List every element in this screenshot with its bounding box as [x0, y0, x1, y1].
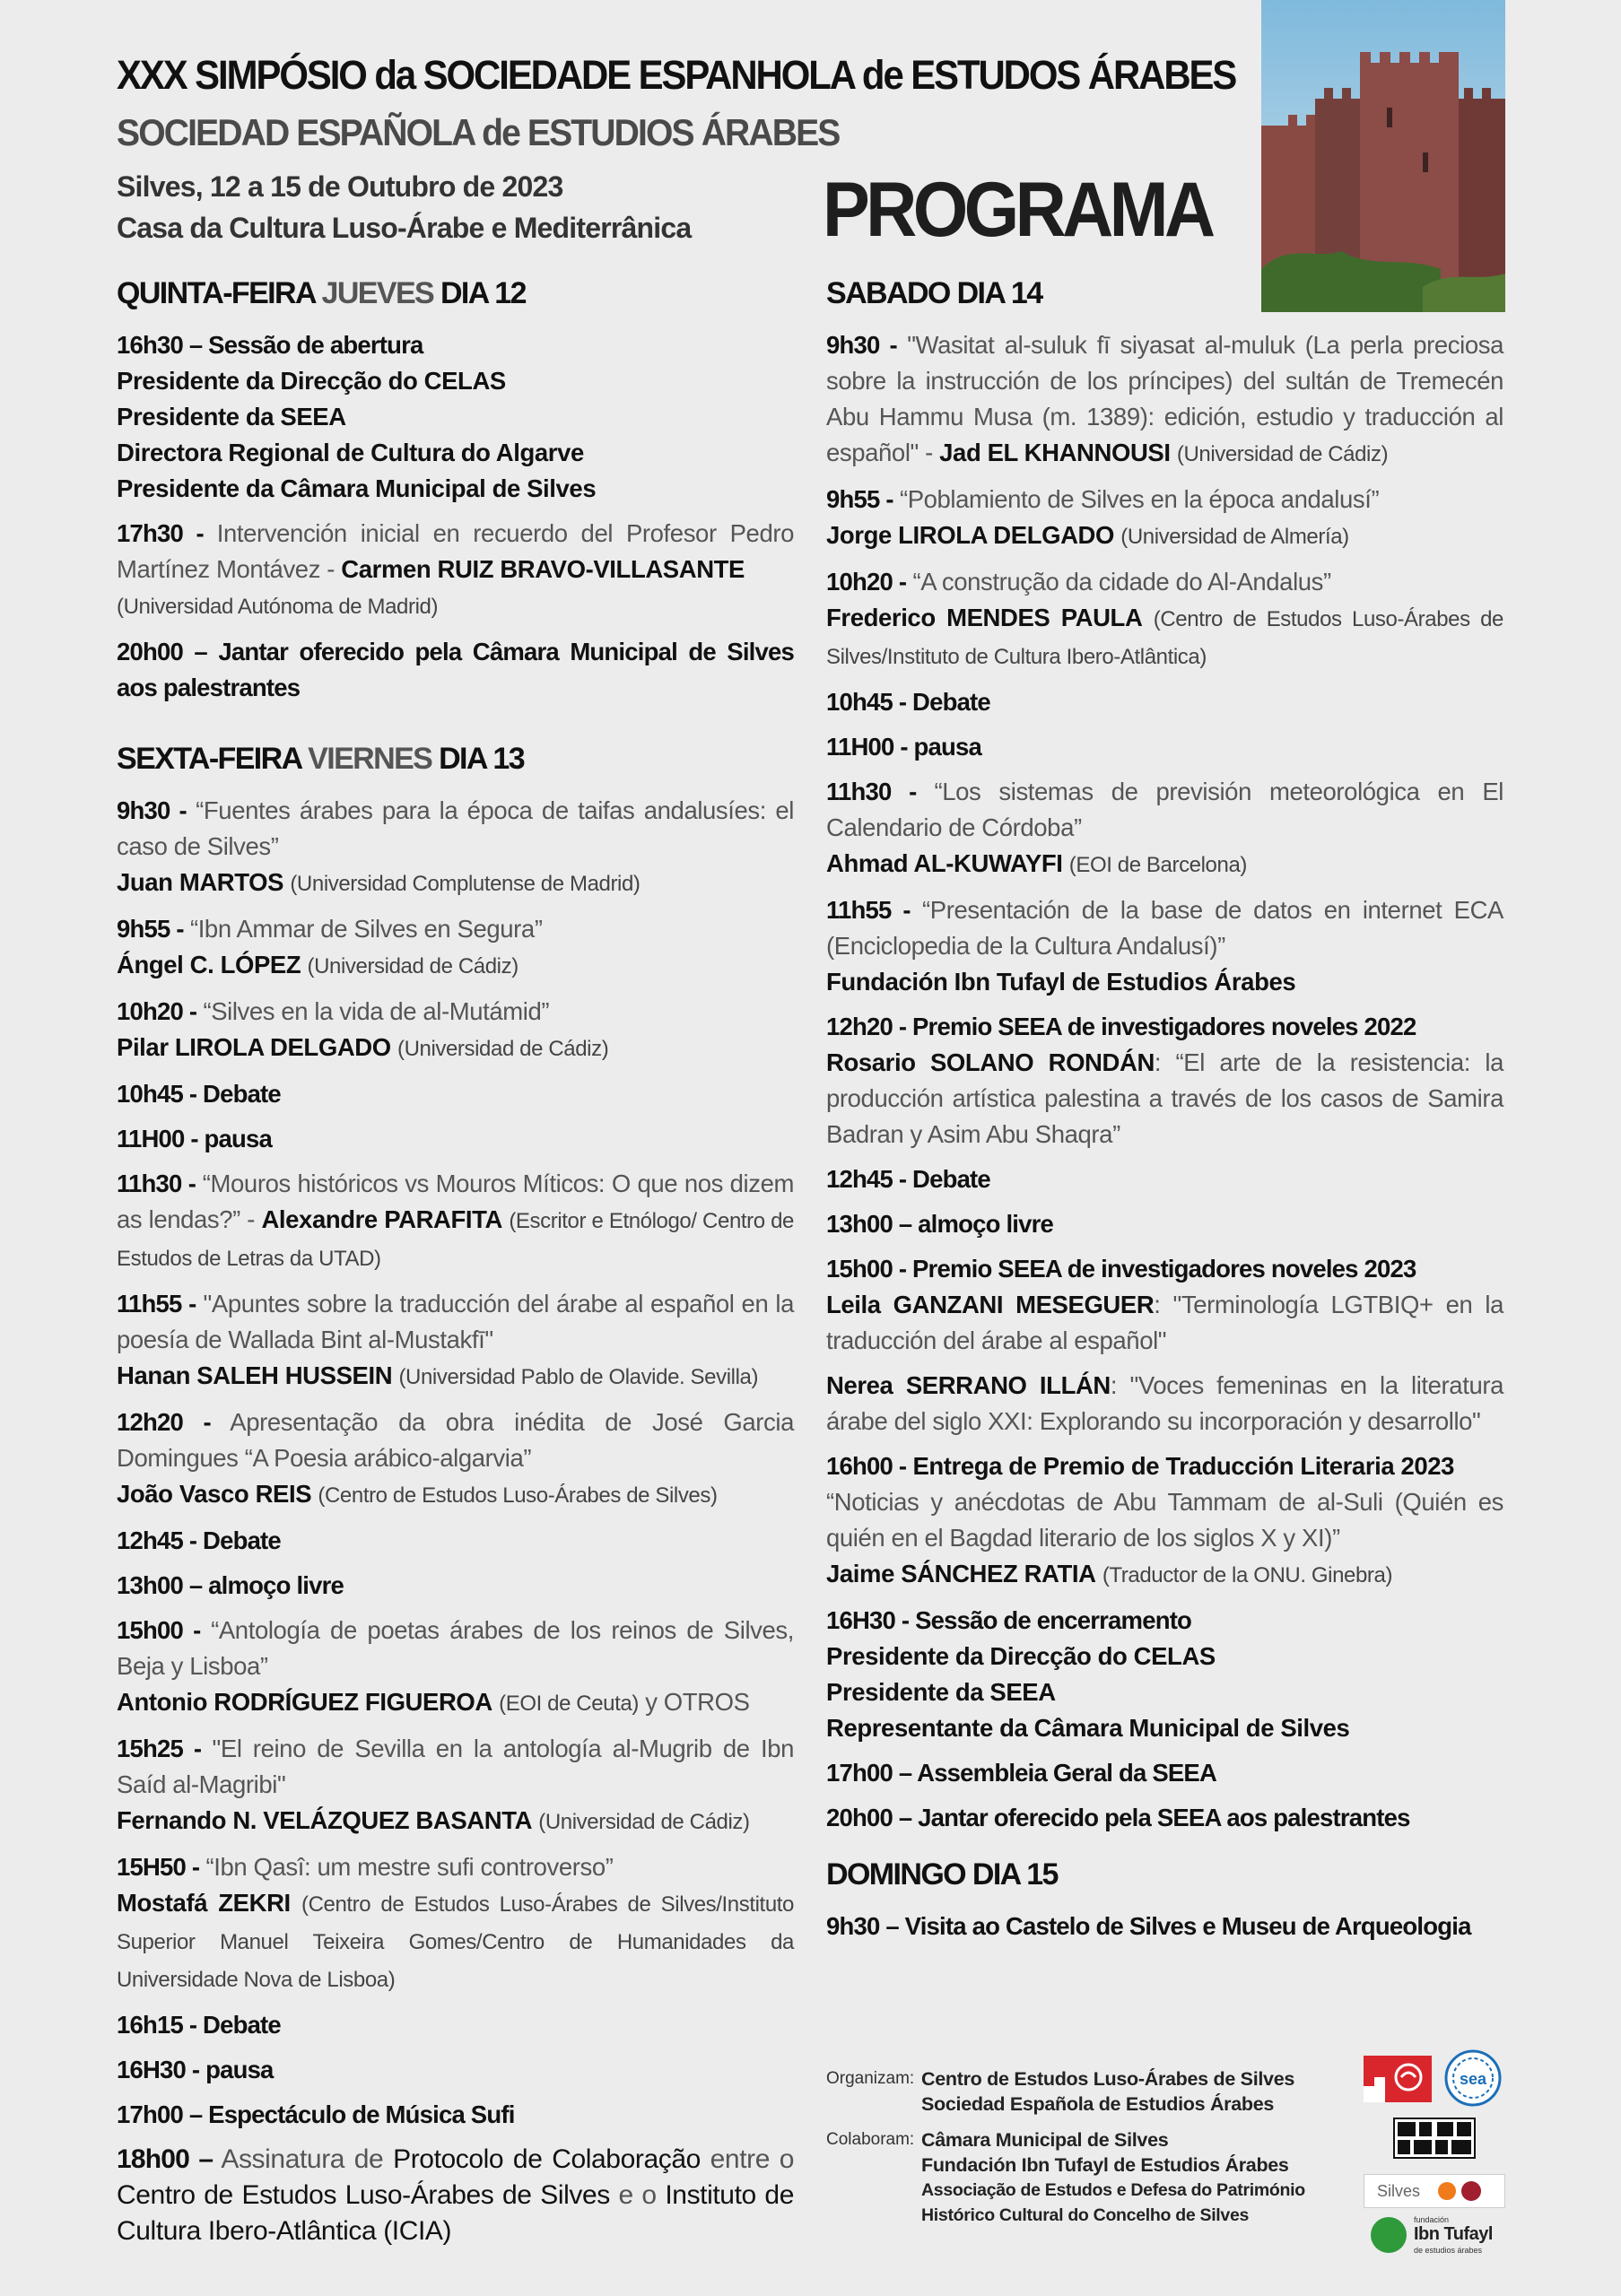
celas-logo — [1362, 2050, 1435, 2106]
collaborator-item: Fundación Ibn Tufayl de Estudios Árabes — [921, 2154, 1289, 2176]
ibn-tufayl-text: Ibn Tufayl — [1414, 2224, 1493, 2244]
collaborator-item: Câmara Municipal de Silves — [921, 2129, 1169, 2151]
event-13-1220: 12h20 - Apresentação da obra inédita de José Garcia Domingues “A Poesia arábico-algarvia” João Vasco REIS (Centro de Estudos Luso-Árabes de Silves) — [117, 1408, 794, 1508]
event-intervencion: 17h30 - Intervención inicial en recuerdo del Profesor Pedro Martínez Montávez - Carmen RUIZ BRAVO-VILLASANTE (Universidad Autónoma de Madrid) — [117, 519, 794, 619]
organizam-label: Organizam: — [826, 2069, 915, 2088]
event-14-1220: 12h20 - Premio SEEA de investigadores noveles 2022 Rosario SOLANO RONDÁN: “El arte de la resistencia: la producción artística palestina a través de los casos de Samira Badran y Asim Abu Shaqra” — [826, 1013, 1503, 1148]
event-14-almoco: 13h00 – almoço livre — [826, 1210, 1054, 1238]
colaboram-label: Colaboram: — [826, 2130, 915, 2149]
event-14-0955: 9h55 - “Poblamiento de Silves en la época andalusí” Jorge LIROLA DELGADO (Universidad de Almería) — [826, 485, 1380, 549]
event-14-encerramento: 16H30 - Sessão de encerramento Presidente da Direcção do CELAS Presidente da SEEA Representante da Câmara Municipal de Silves — [826, 1606, 1350, 1742]
silves-sun-icon — [1438, 2182, 1456, 2200]
page-subtitle: SOCIEDAD ESPAÑOLA de ESTUDIOS ÁRABES — [117, 111, 840, 153]
ibn-tufayl-emblem-icon — [1371, 2217, 1407, 2253]
event-13-debate-3: 16h15 - Debate — [117, 2011, 281, 2039]
event-13-1525: 15h25 - "El reino de Sevilla en la antología al-Mugrib de Ibn Saíd al-Magribi" Fernando N. VELÁZQUEZ BASANTA (Universidad de Cádiz) — [117, 1735, 794, 1834]
event-14-0930: 9h30 - "Wasitat al-suluk fī siyasat al-muluk (La perla preciosa sobre la instrucción de los príncipes) del sultán de Tremecén Abu Hammu Musa (m. 1389): edición, estudio y traducción al español" - Jad EL KHANNOUSI (Universidad de Cádiz) — [826, 331, 1503, 466]
collaborator-item: Associação de Estudos e Defesa do Património — [921, 2180, 1305, 2200]
silves-logo — [1364, 2174, 1505, 2208]
event-14-serrano: Nerea SERRANO ILLÁN: "Voces femeninas en la literatura árabe del siglo XXI: Explorando su incorporación y desarrollo" — [826, 1371, 1503, 1435]
silves-logo-text: Silves — [1377, 2181, 1421, 2200]
svg-text:sea: sea — [1459, 2070, 1487, 2088]
place-date: Silves, 12 a 15 de Outubro de 2023 — [117, 170, 563, 203]
event-14-debate-2: 12h45 - Debate — [826, 1165, 990, 1193]
event-13-1500: 15h00 - “Antología de poetas árabes de los reinos de Silves, Beja y Lisboa” Antonio RODRÍGUEZ FIGUEROA (EOI de Ceuta) y OTROS — [117, 1616, 794, 1716]
day-12-heading: QUINTA-FEIRA JUEVES DIA 12 — [117, 276, 526, 310]
organizer-item: Centro de Estudos Luso-Árabes de Silves — [921, 2068, 1295, 2090]
event-jantar-12: 20h00 – Jantar oferecido pela Câmara Municipal de Silves aos palestrantes — [117, 638, 794, 701]
ibn-tufayl-subtext: de estudios árabes — [1414, 2246, 1483, 2255]
left-column — [117, 276, 794, 2258]
event-14-debate-1: 10h45 - Debate — [826, 688, 990, 716]
event-14-1155: 11h55 - “Presentación de la base de datos en internet ECA (Enciclopedia de la Cultura Andalusí)” Fundación Ibn Tufayl de Estudios Árabes — [826, 896, 1503, 996]
event-14-assembleia: 17h00 – Assembleia Geral da SEEA — [826, 1759, 1217, 1787]
event-13-musica-sufi: 17h00 – Espectáculo de Música Sufi — [117, 2100, 515, 2128]
ibn-tufayl-logo — [1371, 2213, 1505, 2258]
day-15-heading: DOMINGO DIA 15 — [826, 1857, 1058, 1892]
event-13-1550: 15H50 - “Ibn Qasî: um mestre sufi controverso” Mostafá ZEKRI (Centro de Estudos Luso-Árabes de Silves/Instituto Superior Manuel Teixeira Gomes/Centro de Humanidades da Universidade Nova de Lisboa) — [117, 1853, 794, 1992]
day-14-heading: SABADO DIA 14 — [826, 276, 1042, 310]
event-13-debate-1: 10h45 - Debate — [117, 1080, 281, 1108]
silves-crest-icon — [1461, 2181, 1481, 2201]
organizer-item: Sociedad Española de Estudios Árabes — [921, 2093, 1275, 2115]
event-13-1130: 11h30 - “Mouros históricos vs Mouros Míticos: O que nos dizem as lendas?” - Alexandre PARAFITA (Escritor e Etnólogo/ Centro de Estudos de Letras da UTAD) — [117, 1170, 795, 1271]
event-13-1020: 10h20 - “Silves en la vida de al-Mutámid” Pilar LIROLA DELGADO (Universidad de Cádiz) — [117, 997, 609, 1061]
event-14-1600: 16h00 - Entrega de Premio de Traducción Literaria 2023 “Noticias y anécdotas de Abu Tammam de al-Suli (Quién es quién en el Bagdad literario de los siglos X y XI)” Jaime SÁNCHEZ RATIA (Traductor de la ONU. Ginebra) — [826, 1452, 1503, 1587]
castle-photo — [1261, 0, 1505, 312]
organizers-block — [826, 2066, 1305, 2235]
event-14-1130: 11h30 - “Los sistemas de previsión meteorológica en El Calendario de Córdoba” Ahmad AL-KUWAYFI (EOI de Barcelona) — [826, 778, 1503, 877]
event-14-jantar: 20h00 – Jantar oferecido pela SEEA aos palestrantes — [826, 1804, 1410, 1831]
event-opening: 16h30 – Sessão de abertura Presidente da Direcção do CELAS Presidente da SEEA Directora Regional de Cultura do Algarve Presidente da Câmara Municipal de Silves — [117, 331, 597, 502]
event-13-pausa-2: 16H30 - pausa — [117, 2056, 274, 2083]
event-13-protocolo: 18h00 – Assinatura de Protocolo de Colaboração entre o Centro de Estudos Luso-Árabes de Silves e o Instituto de Cultura Ibero-Atlântica (ICIA) — [117, 2144, 795, 2246]
day-13-heading: SEXTA-FEIRA VIERNES DIA 13 — [117, 742, 525, 776]
event-13-1155: 11h55 - "Apuntes sobre la traducción del árabe al español en la poesía de Wallada Bint al-Mustakfī" Hanan SALEH HUSSEIN (Universidad Pablo de Olavide. Sevilla) — [117, 1290, 794, 1389]
seea-logo — [1441, 2047, 1505, 2109]
event-13-0955: 9h55 - “Ibn Ammar de Silves en Segura” Ángel C. LÓPEZ (Universidad de Cádiz) — [117, 915, 543, 978]
page-title: XXX SIMPÓSIO da SOCIEDADE ESPANHOLA de ESTUDOS ÁRABES — [117, 52, 1236, 98]
event-13-almoco: 13h00 – almoço livre — [117, 1571, 344, 1599]
ibn-tufayl-small-text: fundación — [1414, 2215, 1450, 2224]
event-14-pausa: 11H00 - pausa — [826, 733, 982, 761]
event-13-debate-2: 12h45 - Debate — [117, 1526, 281, 1554]
pattern-logo — [1392, 2117, 1477, 2160]
right-column — [826, 276, 1503, 1953]
collaborator-item: Histórico Cultural do Concelho de Silves — [921, 2205, 1250, 2225]
programa-heading: PROGRAMA — [823, 167, 1212, 253]
venue: Casa da Cultura Luso-Árabe e Mediterrânica — [117, 212, 692, 244]
event-14-1020: 10h20 - “A construção da cidade do Al-Andalus” Frederico MENDES PAULA (Centro de Estudos Luso-Árabes de Silves/Instituto de Cultura Ibero-Atlântica) — [826, 568, 1503, 669]
event-14-1500: 15h00 - Premio SEEA de investigadores noveles 2023 Leila GANZANI MESEGUER: "Terminología LGTBIQ+ en la traducción del árabe al español" — [826, 1255, 1503, 1354]
event-13-0930: 9h30 - “Fuentes árabes para la época de taifas andalusíes: el caso de Silves” Juan MARTOS (Universidad Complutense de Madrid) — [117, 796, 794, 896]
event-15-visita: 9h30 – Visita ao Castelo de Silves e Museu de Arqueologia — [826, 1912, 1471, 1940]
event-13-pausa-1: 11H00 - pausa — [117, 1125, 273, 1152]
